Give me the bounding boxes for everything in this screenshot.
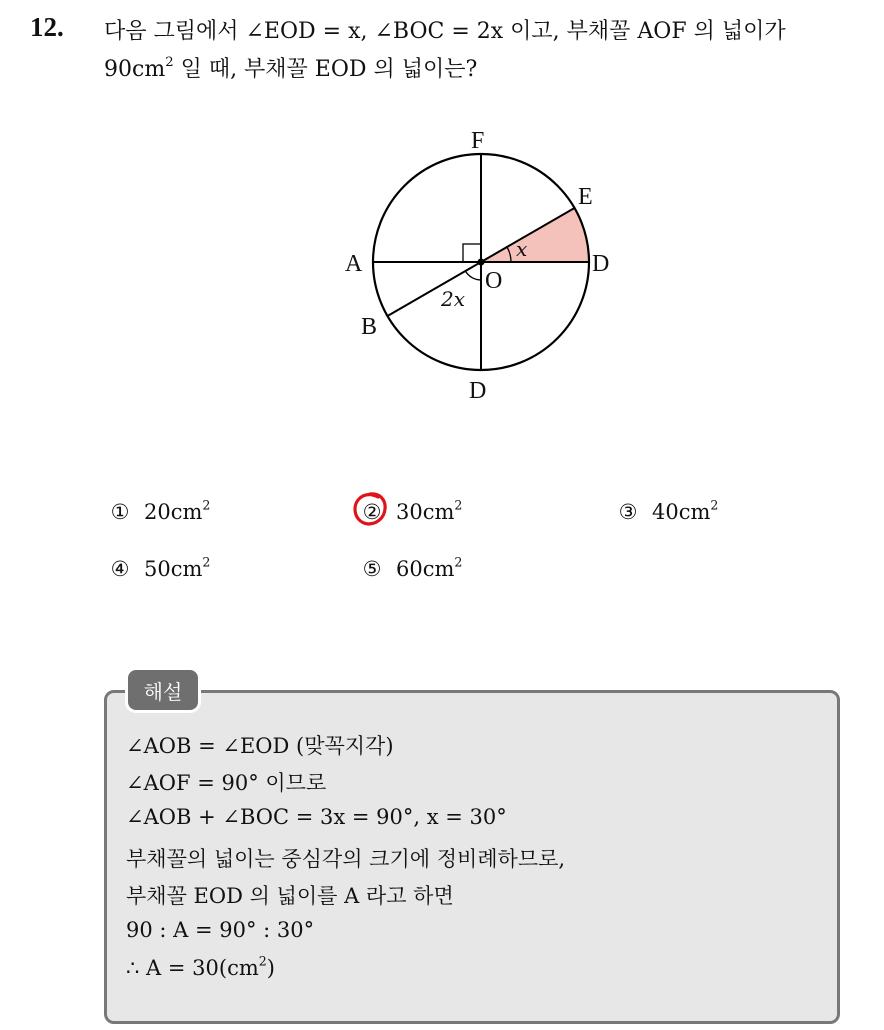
center-point (478, 259, 485, 266)
solution-line-5: 부채꼴 EOD 의 넓이를 A 라고 하면 (126, 884, 454, 908)
choice-value: $30cm^2$ (396, 497, 463, 524)
label-d-right: D (592, 251, 610, 277)
choice-number: ① (110, 500, 130, 524)
choice-value: $60cm^2$ (396, 554, 463, 581)
angle-2x-arc (465, 271, 481, 280)
question-text-rest: 일 때, 부채꼴 EOD 의 넓이는? (173, 57, 478, 82)
choice-4[interactable] (110, 554, 211, 581)
label-e: E (578, 184, 593, 210)
solution-line-6: 90 : A = 90° : 30° (126, 918, 315, 942)
label-a: A (345, 251, 363, 277)
choice-number: ⑤ (362, 557, 382, 581)
choice-number: ④ (110, 557, 130, 581)
choice-value: $40cm^2$ (652, 497, 719, 524)
question-text-line2 (104, 52, 477, 83)
label-b: B (361, 314, 378, 340)
label-o: O (485, 268, 503, 294)
choice-2[interactable] (362, 497, 463, 524)
choice-value: $20cm^2$ (144, 497, 211, 524)
solution-tag: 해설 (128, 670, 198, 710)
circle-figure (340, 122, 640, 412)
solution-line-2: ∠AOF = 90° 이므로 (126, 771, 327, 795)
label-angle-2x: 2x (441, 287, 466, 311)
question-area-value: 90cm (104, 57, 166, 82)
choice-number: ③ (618, 500, 638, 524)
solution-line-1: ∠AOB = ∠EOD (맞꼭지각) (126, 734, 394, 758)
sector-eod-shade (481, 208, 589, 262)
label-angle-x: x (516, 237, 528, 261)
question-number: 12. (30, 12, 64, 42)
choice-number: ② (362, 500, 382, 524)
solution-line-3: ∠AOB + ∠BOC = 3x = 90°, x = 30° (126, 805, 507, 829)
choice-value: $50cm^2$ (144, 554, 211, 581)
solution-line-7: ∴ $A = 30(cm^2)$ (126, 953, 275, 980)
question-text-line1: 다음 그림에서 ∠EOD = x, ∠BOC = 2x 이고, 부채꼴 AOF 의 넓이가 (104, 19, 786, 44)
solution-line-4: 부채꼴의 넓이는 중심각의 크기에 정비례하므로, (126, 847, 566, 871)
choice-5[interactable] (362, 554, 463, 581)
answer-circle-mark (352, 491, 388, 527)
choice-1[interactable] (110, 497, 211, 524)
label-f: F (471, 128, 485, 154)
question-area-exponent: 2 (165, 55, 174, 71)
right-angle-mark (463, 244, 481, 262)
choice-3[interactable] (618, 497, 719, 524)
label-d-bottom: D (469, 378, 487, 404)
